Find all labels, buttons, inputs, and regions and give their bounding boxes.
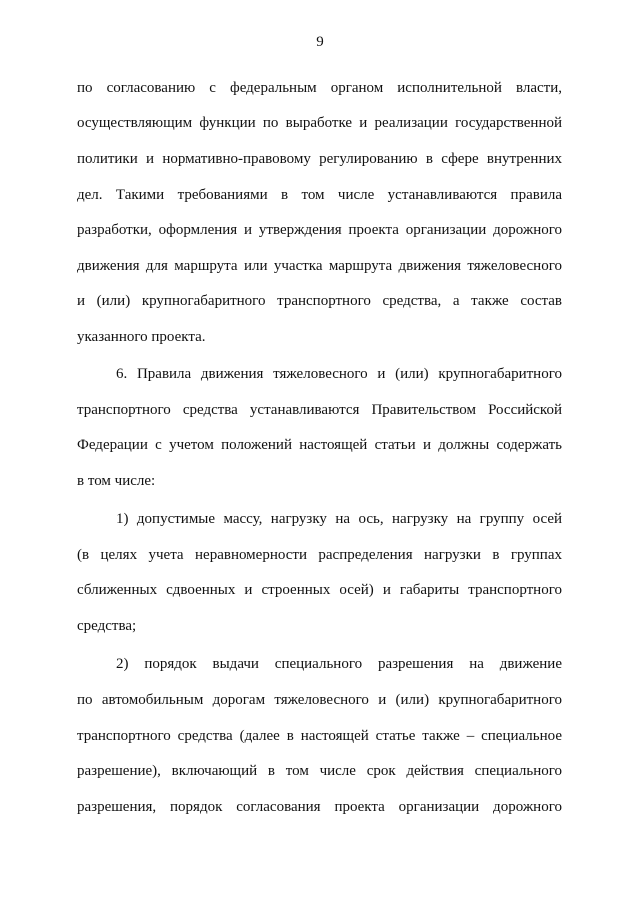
item-2-start: 2) порядок выдачи специального разрешения на движение (116, 656, 562, 672)
text-line: в том числе: (77, 473, 156, 489)
page-number: 9 (316, 34, 324, 50)
item-1-start: 1) допустимые массу, нагрузку на ось, нагрузку на группу осей (116, 511, 562, 527)
paragraph-6-start: 6. Правила движения тяжеловесного и (или) крупногабаритного (116, 366, 562, 382)
text-line: Федерации с учетом положений настоящей статьи и должны содержать (77, 437, 562, 453)
text-line: транспортного средства (далее в настоящей статье также – специальное (77, 728, 562, 744)
text-line: разработки, оформления и утверждения проекта организации дорожного (77, 222, 562, 238)
text-line: и (или) крупногабаритного транспортного средства, а также состав (77, 293, 562, 309)
text-line: средства; (77, 618, 137, 634)
text-line: по автомобильным дорогам тяжеловесного и (или) крупногабаритного (77, 692, 562, 708)
text-line: сближенных сдвоенных и строенных осей) и габариты транспортного (77, 582, 562, 598)
text-line: осуществляющим функции по выработке и реализации государственной (77, 115, 562, 131)
text-line: (в целях учета неравномерности распределения нагрузки в группах (77, 547, 562, 563)
text-line: движения для маршрута или участка маршрута движения тяжеловесного (77, 258, 562, 274)
text-line: транспортного средства устанавливаются Правительством Российской (77, 402, 562, 418)
text-line: по согласованию с федеральным органом исполнительной власти, (77, 80, 562, 96)
text-line: дел. Такими требованиями в том числе устанавливаются правила (77, 187, 562, 203)
text-line: разрешение), включающий в том числе срок действия специального (77, 763, 562, 779)
text-line: политики и нормативно-правовому регулированию в сфере внутренних (77, 151, 562, 167)
text-line: разрешения, порядок согласования проекта организации дорожного (77, 799, 562, 815)
text-line: указанного проекта. (77, 329, 206, 345)
